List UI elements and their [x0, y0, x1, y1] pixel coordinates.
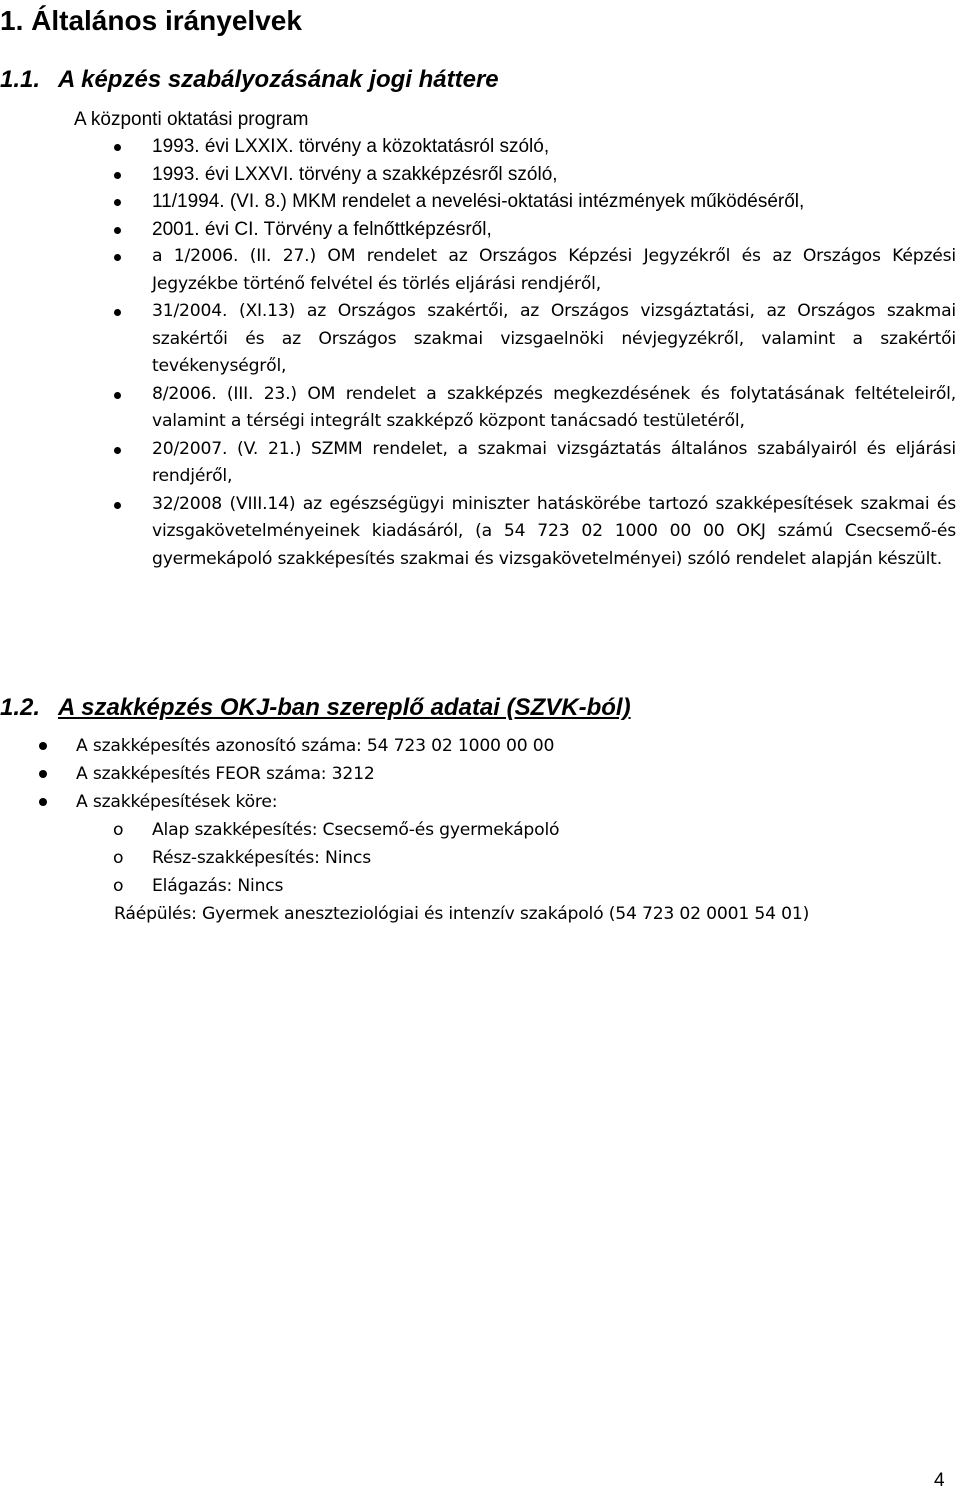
list-item	[0, 188, 960, 216]
law-text: 1993. évi LXXIX. törvény a közoktatásról szóló,	[152, 136, 550, 157]
list-item	[0, 872, 960, 900]
circle-bullet-icon: o	[113, 820, 124, 840]
section-number: 1.2.	[0, 694, 41, 721]
fact-text: A szakképesítés FEOR száma: 3212	[76, 764, 375, 784]
subitem-text: Alap szakképesítés: Csecsemő-és gyermekápoló	[152, 820, 560, 840]
subitem-text: Elágazás: Nincs	[152, 876, 284, 896]
circle-bullet-icon: o	[113, 848, 124, 868]
bullet-icon	[114, 254, 121, 261]
intro-text: A központi oktatási program	[74, 109, 309, 130]
list-item	[0, 816, 960, 844]
list-item	[0, 133, 960, 161]
list-item	[0, 216, 960, 244]
bullet-icon	[39, 798, 47, 806]
bullet-icon	[114, 199, 121, 206]
qualification-scope-sublist	[0, 816, 960, 900]
bullet-icon	[114, 447, 121, 454]
bullet-icon	[114, 309, 121, 316]
list-item	[0, 788, 960, 928]
list-item	[0, 243, 960, 298]
law-text: 31/2004. (XI.13) az Országos szakértői, az Országos vizsgáztatási, az Országos szakmai szakértői és az Országos szakmai vizsgaelnöki névjegyzékről, valamint a szakértői tevékenységről,	[152, 301, 956, 376]
section-title: A képzés szabályozásának jogi háttere	[58, 66, 499, 93]
law-text: 1993. évi LXXVI. törvény a szakképzésről szóló,	[152, 163, 558, 185]
law-text: a 1/2006. (II. 27.) OM rendelet az Országos Képzési Jegyzékről és az Országos Képzési Jegyzékbe történő felvétel és törlés eljárási rendjéről,	[152, 246, 956, 294]
list-item	[0, 732, 960, 760]
bullet-icon	[114, 227, 121, 234]
law-text: 20/2007. (V. 21.) SZMM rendelet, a szakmai vizsgáztatás általános szabályairól és eljárási rendjéről,	[152, 438, 956, 486]
law-list	[0, 133, 960, 573]
list-item	[0, 844, 960, 872]
law-text: 2001. évi CI. Törvény a felnőttképzésről,	[152, 218, 492, 240]
law-text: 32/2008 (VIII.14) az egészségügyi miniszter hatáskörébe tartozó szakképesítések szakmai és vizsgakövetelményeinek kiadásáról, (a 54 723 02 1000 00 00 OKJ számú Csecsemő-és gyermekápoló szakképesítés szakmai és vizsgakövetelményei) szóló rendelet alapján készült.	[152, 493, 956, 569]
page-number: 4	[934, 1470, 945, 1491]
list-item	[0, 161, 960, 189]
section-title: A szakképzés OKJ-ban szereplő adatai (SZVK-ból)	[58, 694, 631, 721]
bullet-icon	[114, 392, 121, 399]
list-item	[0, 491, 960, 574]
qualification-facts-list	[0, 732, 960, 928]
circle-bullet-icon: o	[113, 876, 124, 896]
subitem-text: Rész-szakképesítés: Nincs	[152, 848, 371, 868]
bullet-icon	[114, 144, 121, 151]
section-heading-okj-data	[0, 692, 631, 724]
law-text: 11/1994. (VI. 8.) MKM rendelet a nevelési-oktatási intézmények működéséről,	[152, 191, 805, 212]
bullet-icon	[114, 172, 121, 179]
law-text: 8/2006. (III. 23.) OM rendelet a szakképzés megkezdésének és folytatásának feltételeiről, valamint a térségi integrált szakképző központ tanácsadó testületéről,	[152, 383, 956, 431]
fact-text: A szakképesítés azonosító száma: 54 723 02 1000 00 00	[76, 736, 555, 756]
bullet-icon	[114, 502, 121, 509]
list-item	[0, 298, 960, 381]
section-heading-legal-background	[0, 64, 499, 96]
bullet-icon	[39, 770, 47, 778]
bullet-icon	[39, 742, 47, 750]
fact-text: A szakképesítések köre:	[76, 792, 278, 812]
section-number: 1.1.	[0, 66, 41, 93]
list-item	[0, 760, 960, 788]
list-item	[0, 436, 960, 491]
heading-general-guidelines: 1. Általános irányelvek	[0, 5, 302, 36]
list-item	[0, 381, 960, 436]
follow-on-qualification: Ráépülés: Gyermek aneszteziológiai és intenzív szakápoló (54 723 02 0001 54 01)	[114, 904, 810, 924]
